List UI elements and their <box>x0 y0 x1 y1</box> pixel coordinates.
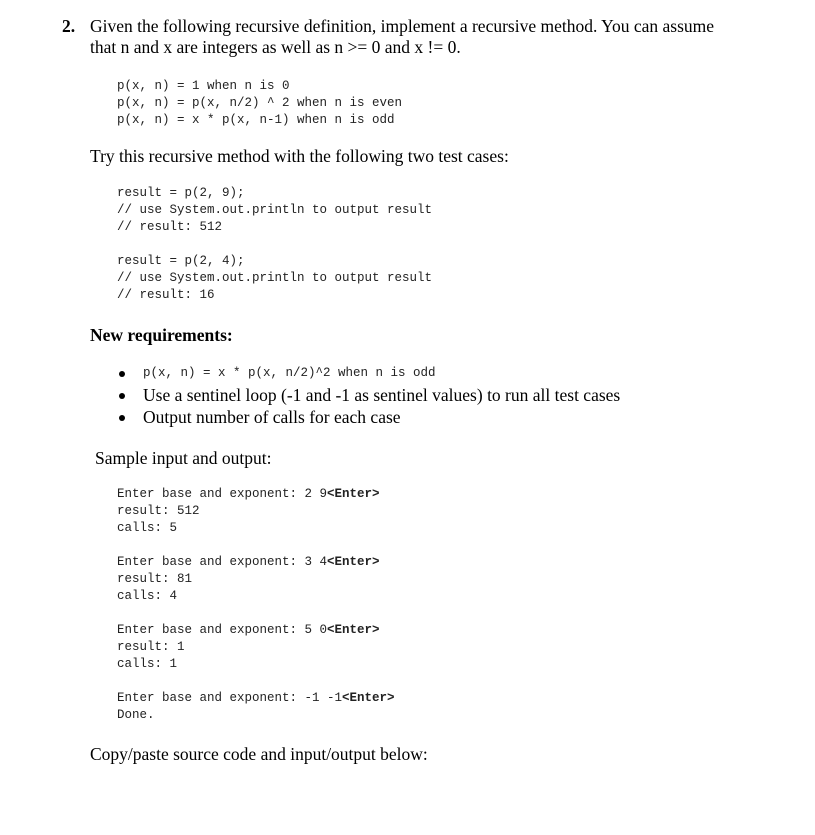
test-case-2-comment: // use System.out.println to output result <box>117 271 433 285</box>
test-case-1-call: result = p(2, 9); <box>117 186 245 200</box>
question-text-line-1: Given the following recursive definition, implement a recursive method. You can assume <box>90 16 715 36</box>
test-case-1-result: // result: 512 <box>117 220 223 234</box>
requirement-item-call-count: Output number of calls for each case <box>143 407 401 427</box>
requirement-item-odd-formula: p(x, n) = x * p(x, n/2)^2 when n is odd <box>143 366 436 380</box>
copy-paste-instruction: Copy/paste source code and input/output below: <box>90 744 428 764</box>
test-case-1-comment: // use System.out.println to output result <box>117 203 433 217</box>
sample-2-calls: calls: 4 <box>117 589 178 603</box>
sample-done-text: Done. <box>117 708 155 722</box>
test-cases-intro: Try this recursive method with the following two test cases: <box>90 146 509 166</box>
sample-3-calls: calls: 1 <box>117 657 178 671</box>
sample-3-prompt: Enter base and exponent: 5 0<Enter> <box>117 623 380 637</box>
sample-3-result: result: 1 <box>117 640 185 654</box>
bullet-dot-icon <box>119 415 125 421</box>
test-case-2-result: // result: 16 <box>117 288 215 302</box>
definition-line-even: p(x, n) = p(x, n/2) ^ 2 when n is even <box>117 96 403 110</box>
definition-line-base: p(x, n) = 1 when n is 0 <box>117 79 290 93</box>
bullet-dot-icon <box>119 393 125 399</box>
question-text-line-2: that n and x are integers as well as n >= 0 and x != 0. <box>90 37 461 57</box>
new-requirements-heading: New requirements: <box>90 325 233 345</box>
definition-line-odd: p(x, n) = x * p(x, n-1) when n is odd <box>117 113 395 127</box>
sample-2-result: result: 81 <box>117 572 193 586</box>
sample-1-result: result: 512 <box>117 504 200 518</box>
sample-final-prompt: Enter base and exponent: -1 -1<Enter> <box>117 691 395 705</box>
sample-io-heading: Sample input and output: <box>95 448 272 468</box>
sample-1-calls: calls: 5 <box>117 521 178 535</box>
question-number: 2. <box>62 16 76 36</box>
sample-2-prompt: Enter base and exponent: 3 4<Enter> <box>117 555 380 569</box>
bullet-dot-icon <box>119 371 125 377</box>
test-case-2-call: result = p(2, 4); <box>117 254 245 268</box>
sample-1-prompt: Enter base and exponent: 2 9<Enter> <box>117 487 380 501</box>
requirement-item-sentinel-loop: Use a sentinel loop (-1 and -1 as sentinel values) to run all test cases <box>143 385 621 405</box>
